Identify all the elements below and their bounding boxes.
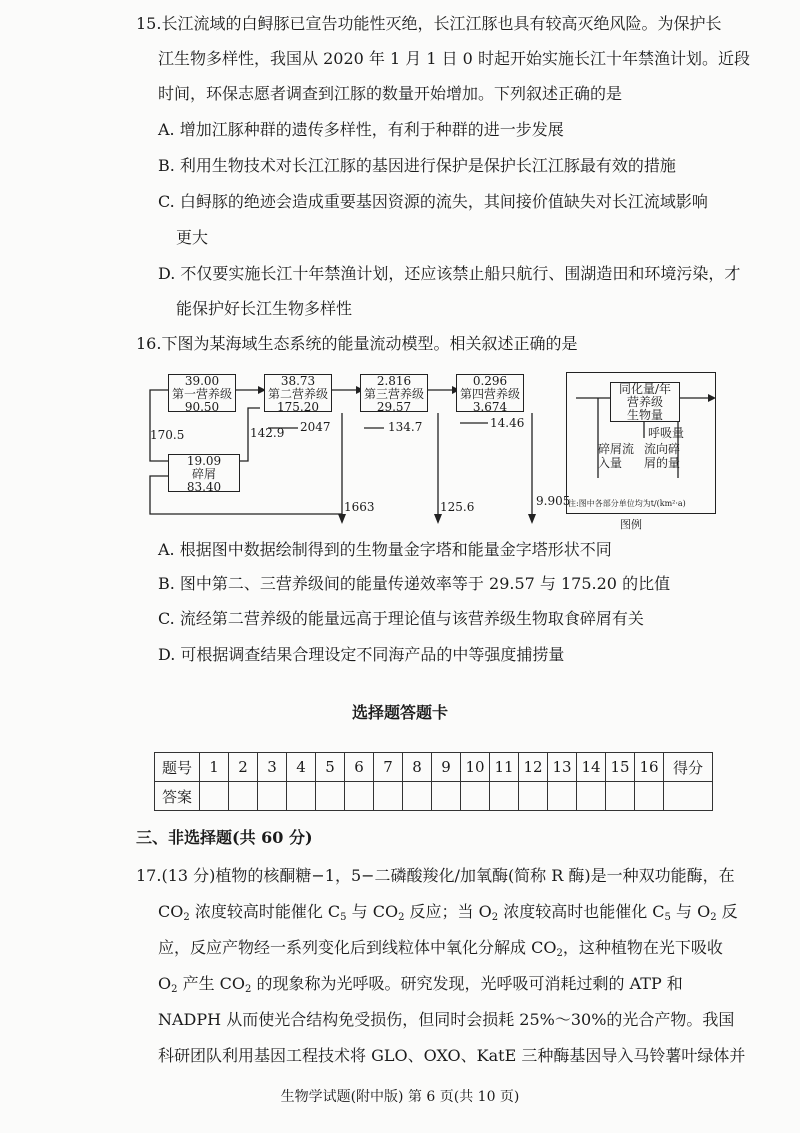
detritus-biomass: 83.40: [186, 480, 222, 494]
answer-cell[interactable]: [490, 782, 519, 811]
level2-biomass: 175.20: [277, 400, 319, 414]
level1-box: [168, 374, 236, 412]
flow-label-125-6: 125.6: [440, 500, 475, 514]
section-3-heading: 三、非选择题(共 60 分): [136, 828, 313, 847]
level1-name: 第一营养级: [171, 387, 232, 401]
q16-option-c: C. 流经第二营养级的能量远高于理论值与该营养级生物取食碎屑有关: [158, 609, 644, 628]
q-number: 15: [606, 753, 635, 782]
q-number: 4: [287, 753, 316, 782]
q16-option-b: B. 图中第二、三营养级间的能量传递效率等于 29.57 与 175.20 的比值: [158, 574, 671, 593]
energy-flow-diagram: [148, 368, 718, 533]
level4-box: [456, 374, 524, 412]
legend-detritus-in-2: 入量: [598, 456, 623, 470]
q-number: 1: [200, 753, 229, 782]
answer-cell[interactable]: [548, 782, 577, 811]
level3-value: 2.816: [376, 374, 412, 388]
flow-label-142-9: 142.9: [250, 426, 285, 440]
q-number: 12: [519, 753, 548, 782]
q16-option-a: A. 根据图中数据绘制得到的生物量金字塔和能量金字塔形状不同: [158, 540, 612, 559]
flow-label-9-905: 9.905: [536, 494, 571, 508]
flow-label-170-5: 170.5: [150, 428, 185, 442]
level1-value: 39.00: [184, 374, 220, 388]
flow-label-1663: 1663: [344, 500, 375, 514]
answer-card-title: 选择题答题卡: [351, 703, 448, 722]
legend-title: 图例: [620, 518, 642, 531]
q15-option-a: A. 增加江豚种群的遗传多样性，有利于种群的进一步发展: [158, 120, 564, 139]
legend-unit-note: 注:图中各部分单位均为t/(km²·a): [568, 499, 686, 508]
answer-cell[interactable]: [374, 782, 403, 811]
answer-cell[interactable]: [461, 782, 490, 811]
score-header: 得分: [664, 753, 713, 782]
answer-cell[interactable]: [432, 782, 461, 811]
level3-biomass: 29.57: [376, 400, 412, 414]
q15-stem-line3: 时间，环保志愿者调查到江豚的数量开始增加。下列叙述正确的是: [158, 84, 623, 103]
legend-level: 营养级: [626, 395, 663, 409]
level2-value: 38.73: [280, 374, 316, 388]
answer-cell[interactable]: [258, 782, 287, 811]
q15-option-b: B. 利用生物技术对长江江豚的基因进行保护是保护长江江豚最有效的措施: [158, 156, 676, 175]
legend-respiration: 呼吸量: [648, 426, 685, 440]
legend-detritus-out-1: 流向碎: [644, 442, 681, 456]
detritus-value: 19.09: [186, 454, 222, 468]
q15-stem-line1: 15.长江流域的白鲟豚已宣告功能性灭绝，长江江豚也具有较高灭绝风险。为保护长: [136, 14, 722, 33]
answer-cell[interactable]: [577, 782, 606, 811]
answer-cell[interactable]: [287, 782, 316, 811]
q17-line1: 17.(13 分)植物的核酮糖−1，5−二磷酸羧化/加氧酶(简称 R 酶)是一种双功能酶，在: [136, 866, 735, 885]
answer-cell[interactable]: [200, 782, 229, 811]
q16-option-d: D. 可根据调查结果合理设定不同海产品的中等强度捕捞量: [158, 645, 565, 664]
answer-cell[interactable]: [316, 782, 345, 811]
q17-line5: NADPH 从而使光合结构免受损伤，但同时会损耗 25%～30%的光合产物。我国: [158, 1010, 735, 1029]
q-number: 6: [345, 753, 374, 782]
q-number: 7: [374, 753, 403, 782]
q15-option-d: D. 不仅要实施长江十年禁渔计划，还应该禁止船只航行、围湖造田和环境污染，才: [158, 264, 741, 283]
legend-detritus-out: [644, 442, 680, 470]
detritus-box: [168, 454, 240, 492]
q-number: 10: [461, 753, 490, 782]
q-number: 13: [548, 753, 577, 782]
q17-line2: $CO_2$ 浓度较高时能催化 $C_5$ 与 $CO_2$ 反应；当 $O_2$ 浓度较高时也能催化 $C_5$ 与 $O_2$ 反: [158, 902, 738, 923]
q15-stem-line2: 江生物多样性，我国从 2020 年 1 月 1 日 0 时起开始实施长江十年禁渔计划。近段: [158, 49, 750, 68]
answer-cell[interactable]: [635, 782, 664, 811]
answer-card-number-row: [155, 753, 713, 782]
level4-biomass: 3.674: [472, 400, 508, 414]
legend-detritus-out-2: 屑的量: [644, 456, 681, 470]
legend-assimilation: 同化量/年: [618, 382, 672, 396]
score-cell[interactable]: [664, 782, 713, 811]
level2-box: [264, 374, 332, 412]
q-number: 16: [635, 753, 664, 782]
answer-cell[interactable]: [229, 782, 258, 811]
level2-name: 第二营养级: [267, 387, 328, 401]
answer-card-answer-row: [155, 782, 713, 811]
page-footer: 生物学试题(附中版) 第 6 页(共 10 页): [280, 1089, 520, 1105]
level4-name: 第四营养级: [459, 387, 520, 401]
q15-option-c: C. 白鲟豚的绝迹会造成重要基因资源的流失，其间接价值缺失对长江流域影响: [158, 192, 708, 211]
q17-line4: $O_2$ 产生 $CO_2$ 的现象称为光呼吸。研究发现，光呼吸可消耗过剩的 ATP 和: [158, 974, 683, 995]
answer-card-table: [154, 752, 713, 811]
q15-option-c-cont: 更大: [176, 228, 209, 247]
detritus-name: 碎屑: [191, 467, 216, 481]
level3-name: 第三营养级: [363, 387, 424, 401]
answer-cell[interactable]: [403, 782, 432, 811]
q-number: 8: [403, 753, 432, 782]
q16-stem: 16.下图为某海域生态系统的能量流动模型。相关叙述正确的是: [136, 334, 578, 353]
q-number: 5: [316, 753, 345, 782]
legend-detritus-in-1: 碎屑流: [598, 442, 635, 456]
flow-label-2047: 2047: [300, 420, 331, 434]
level1-biomass: 90.50: [184, 400, 220, 414]
legend-level-box: [610, 382, 680, 422]
q-number: 3: [258, 753, 287, 782]
flow-label-134-7: 134.7: [388, 420, 423, 434]
answer-header: 答案: [155, 782, 200, 811]
answer-cell[interactable]: [519, 782, 548, 811]
answer-cell[interactable]: [606, 782, 635, 811]
level3-box: [360, 374, 428, 412]
legend-biomass: 生物量: [626, 408, 663, 422]
q15-option-d-cont: 能保护好长江生物多样性: [176, 299, 353, 318]
answer-cell[interactable]: [345, 782, 374, 811]
q17-line6: 科研团队利用基因工程技术将 GLO、OXO、KatE 三种酶基因导入马铃薯叶绿体并: [158, 1046, 746, 1065]
q-number: 9: [432, 753, 461, 782]
flow-label-14-46: 14.46: [490, 416, 525, 430]
legend-detritus-in: [598, 442, 634, 470]
q-number: 14: [577, 753, 606, 782]
number-header: 题号: [155, 753, 200, 782]
q17-line3: 应，反应产物经一系列变化后到线粒体中氧化分解成 $CO_2$，这种植物在光下吸收: [158, 938, 723, 959]
q-number: 2: [229, 753, 258, 782]
q-number: 11: [490, 753, 519, 782]
level4-value: 0.296: [472, 374, 508, 388]
